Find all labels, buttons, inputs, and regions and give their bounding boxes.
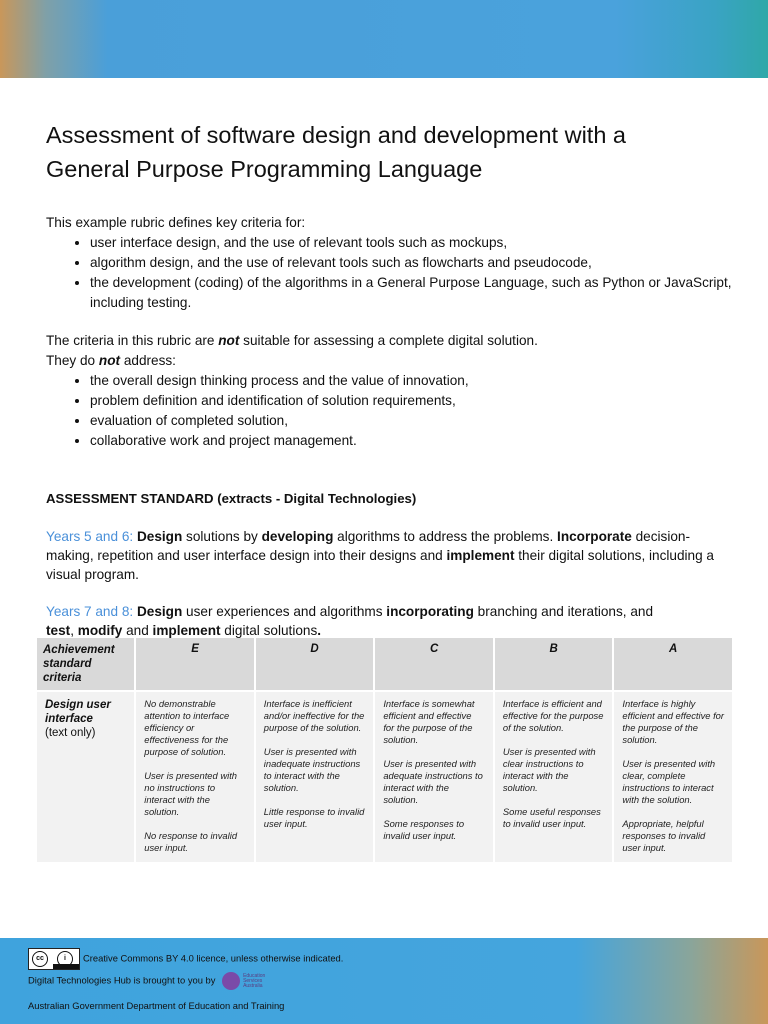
rubric-row-design-user-interface (37, 692, 732, 862)
not-addressed-item: • problem definition and identification of solution requirements, (90, 391, 736, 411)
rubric-cell-c: Interface is somewhat efficient and effective for the purpose of the solution. User is presented with adequate instructions to interact with the solution. Some responses to invalid user input. (375, 692, 493, 862)
rubric-cell-e: No demonstrable attention to interface efficiency or effectiveness for the purpose of solution. User is presented with no instructions to interact with the solution. No response to invalid user input. (136, 692, 254, 862)
rubric-header-row (37, 638, 732, 690)
intro-lead: This example rubric defines key criteria for: (46, 215, 306, 230)
not-addressed-item: • evaluation of completed solution, (90, 411, 736, 431)
intro-section (46, 213, 736, 451)
grade-header-c: C (375, 638, 493, 690)
document-body (46, 118, 736, 640)
page-title-line-2: General Purpose Programming Language (46, 156, 483, 182)
hub-row (28, 972, 269, 990)
grade-header-e: E (136, 638, 254, 690)
rubric-cell-d: Interface is inefficient and/or ineffective for the purpose of the solution. User is presented with inadequate instructions to interact with the solution. Little response to invalid user input. (256, 692, 374, 862)
not-addressed-item: • collaborative work and project management. (90, 431, 736, 451)
rubric-cell-a: Interface is highly efficient and effective for the purpose of the solution. User is presented with clear, complete instructions to interact with the solution. Appropriate, helpful responses to invalid user input. (614, 692, 732, 862)
standard-heading: ASSESSMENT STANDARD (extracts - Digital Technologies) (46, 491, 417, 506)
years-5-6-label: Years 5 and 6: (46, 529, 134, 544)
page-title-line-1: Assessment of software design and development with a (46, 122, 626, 148)
licence-row (28, 948, 343, 970)
years-7-8-paragraph: Years 7 and 8: Design user experiences and algorithms incorporating branching and iterations, and test, modify and implement digital solutions. (46, 604, 654, 638)
rubric-cell-b: Interface is efficient and effective for the purpose of the solution. User is presented with clear instructions to interact with the solution. Some useful responses to invalid user input. (495, 692, 613, 862)
not-addressed-item: • the overall design thinking process and the value of innovation, (90, 371, 736, 391)
creative-commons-badge-icon: cc i (28, 948, 80, 970)
not-addressed-list (46, 371, 736, 451)
department-text: Australian Government Department of Education and Training (28, 1000, 285, 1011)
criteria-item: • user interface design, and the use of relevant tools such as mockups, (90, 233, 736, 253)
page-title (46, 118, 736, 186)
not-address-line: They do not address: (46, 353, 176, 368)
rubric-table (35, 636, 734, 864)
years-5-6-paragraph: Years 5 and 6: Design solutions by developing algorithms to address the problems. Incorporate decision-making, repetition and user interface design into their designs and implement their digital solutions, including a visual program. (46, 529, 714, 582)
esa-logo-text: Education Services Australia (243, 972, 266, 989)
esa-logo-icon (222, 972, 240, 990)
criteria-list (46, 233, 736, 313)
hub-text: Digital Technologies Hub is brought to you by (28, 974, 216, 986)
years-7-8-label: Years 7 and 8: (46, 604, 134, 619)
department-row (28, 1000, 284, 1011)
criteria-header: Achievement standard criteria (37, 638, 134, 690)
grade-header-b: B (495, 638, 613, 690)
licence-text: Creative Commons BY 4.0 licence, unless otherwise indicated. (83, 952, 344, 964)
grade-header-a: A (614, 638, 732, 690)
footer (0, 938, 768, 1024)
criteria-item: • algorithm design, and the use of relevant tools such as flowcharts and pseudocode, (90, 253, 736, 273)
top-banner (0, 0, 768, 78)
not-suitable-line: The criteria in this rubric are not suitable for assessing a complete digital solution. (46, 333, 538, 348)
row-title: Design user interface (45, 699, 111, 725)
row-subtitle: (text only) (45, 727, 96, 739)
criteria-item: • the development (coding) of the algorithms in a General Purpose Language, such as Python or JavaScript, including testing. (90, 273, 736, 313)
row-criteria-cell (37, 692, 134, 862)
grade-header-d: D (256, 638, 374, 690)
